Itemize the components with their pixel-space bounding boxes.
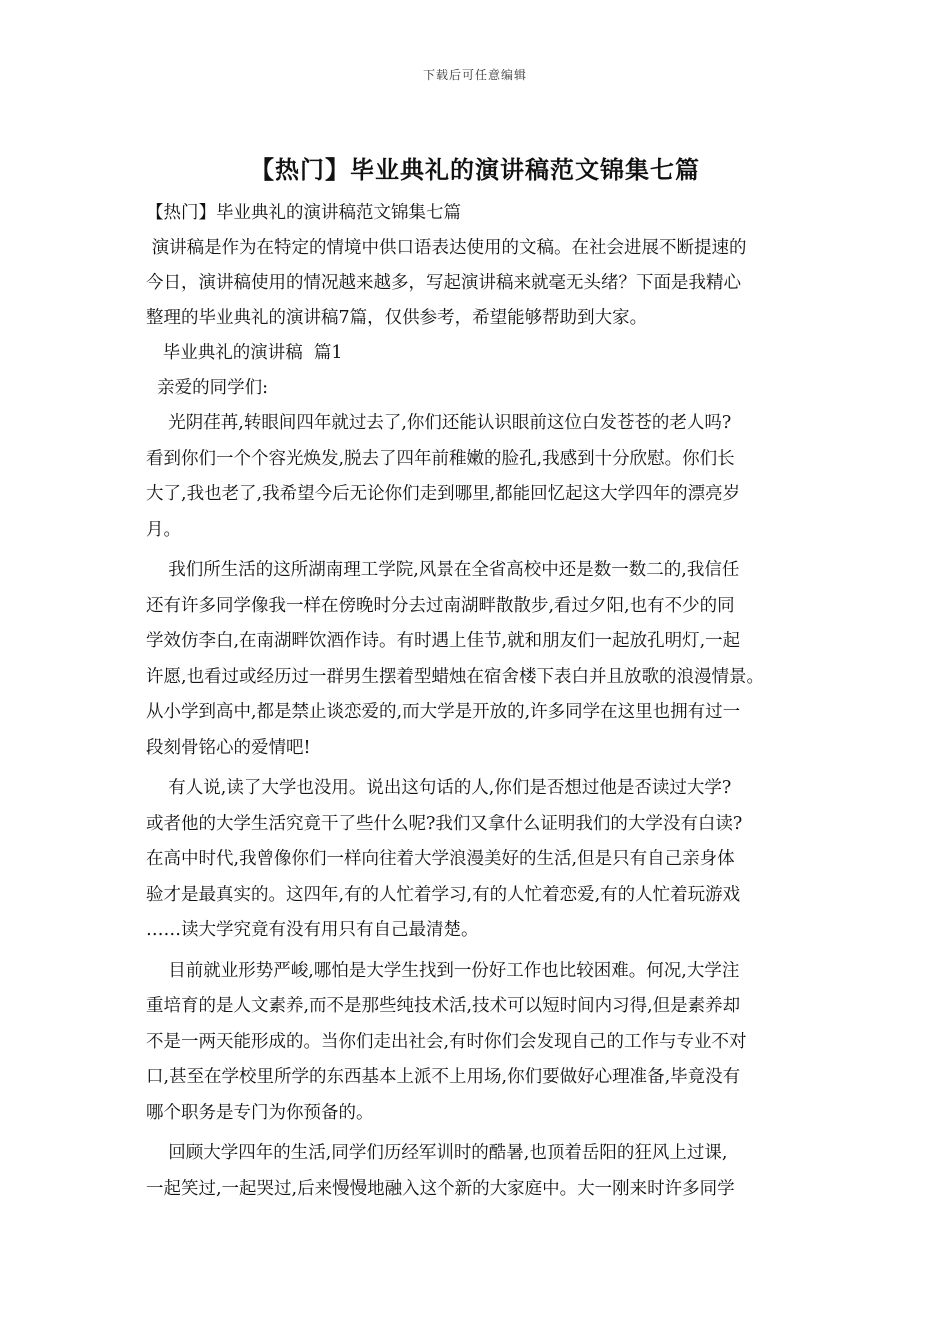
paragraph-line: 哪个职务是专门为你预备的。 (146, 1102, 374, 1123)
paragraph-line: 从小学到高中,都是禁止谈恋爱的,而大学是开放的,许多同学在这里也拥有过一 (146, 702, 741, 722)
intro-line: 【热门】毕业典礼的演讲稿范文锦集七篇 (146, 203, 461, 223)
paragraph-line: 口,甚至在学校里所学的东西基本上派不上用场,你们要做好心理准备,毕竟没有 (146, 1067, 741, 1087)
paragraph-line: 回顾大学四年的生活,同学们历经军训时的酷暑,也顶着岳阳的狂风上过课, (146, 1143, 728, 1163)
paragraph (146, 1136, 814, 1207)
paragraph-line: 大了,我也老了,我希望今后无论你们走到哪里,都能回忆起这大学四年的漂亮岁 (146, 484, 741, 504)
document-body (146, 196, 814, 1207)
paragraph-line: 还有许多同学像我一样在傍晚时分去过南湖畔散散步,看过夕阳,也有不少的同 (146, 595, 735, 616)
header-note: 下载后可任意编辑 (422, 68, 527, 82)
paragraph-line: 不是一两天能形成的。当你们走出社会,有时你们会发现自己的工作与专业不对 (146, 1031, 747, 1052)
intro-line: 亲爱的同学们: (146, 378, 269, 398)
paragraph-line: 段刻骨铭心的爱情吧! (146, 737, 311, 758)
paragraph (146, 553, 814, 766)
paragraph (146, 771, 814, 949)
intro-section (146, 196, 814, 406)
speech-section (146, 406, 814, 1207)
paragraph-line: 在高中时代,我曾像你们一样向往着大学浪漫美好的生活,但是只有自己亲身体 (146, 849, 735, 869)
paragraph (146, 954, 814, 1132)
paragraph-line: 有人说,读了大学也没用。说出这句话的人,你们是否想过他是否读过大学? (146, 778, 732, 798)
paragraph-line: 一起笑过,一起哭过,后来慢慢地融入这个新的大家庭中。大一刚来时许多同学 (146, 1178, 735, 1199)
intro-line: 今日，演讲稿使用的情况越来越多，写起演讲稿来就毫无头绪？下面是我精心 (146, 273, 741, 293)
paragraph (146, 406, 814, 548)
paragraph-line: 光阴荏苒,转眼间四年就过去了,你们还能认识眼前这位白发苍苍的老人吗? (146, 413, 732, 433)
paragraph-line: 目前就业形势严峻,哪怕是大学生找到一份好工作也比较困难。何况,大学注 (146, 960, 740, 981)
paragraph-line: 我们所生活的这所湖南理工学院,风景在全省高校中还是数一数二的,我信任 (146, 560, 740, 580)
paragraph-line: 或者他的大学生活究竟干了些什么呢?我们又拿什么证明我们的大学没有白读? (146, 813, 743, 834)
paragraph-line: 学效仿李白,在南湖畔饮酒作诗。有时遇上佳节,就和朋友们一起放孔明灯,一起 (146, 631, 741, 651)
intro-line: 演讲稿是作为在特定的情境中供口语表达使用的文稿。在社会进展不断提速的 (146, 238, 747, 258)
paragraph-line: 月。 (146, 519, 181, 540)
paragraph-line: 重培育的是人文素养,而不是那些纯技术活,技术可以短时间内习得,但是素养却 (146, 996, 741, 1016)
paragraph-line: 许愿,也看过或经历过一群男生摆着型蜡烛在宿舍楼下表白并且放歌的浪漫情景。 (146, 666, 765, 687)
paragraph-line: ……读大学究竟有没有用只有自己最清楚。 (146, 920, 479, 940)
document-title: 【热门】毕业典礼的演讲稿范文锦集七篇 (250, 155, 700, 184)
intro-line: 毕业典礼的演讲稿 篇1 (146, 343, 343, 363)
intro-line: 整理的毕业典礼的演讲稿7篇，仅供参考，希望能够帮助到大家。 (146, 308, 648, 328)
paragraph-line: 验才是最真实的。这四年,有的人忙着学习,有的人忙着恋爱,有的人忙着玩游戏 (146, 884, 741, 905)
paragraph-line: 看到你们一个个容光焕发,脱去了四年前稚嫩的脸孔,我感到十分欣慰。你们长 (146, 448, 735, 469)
